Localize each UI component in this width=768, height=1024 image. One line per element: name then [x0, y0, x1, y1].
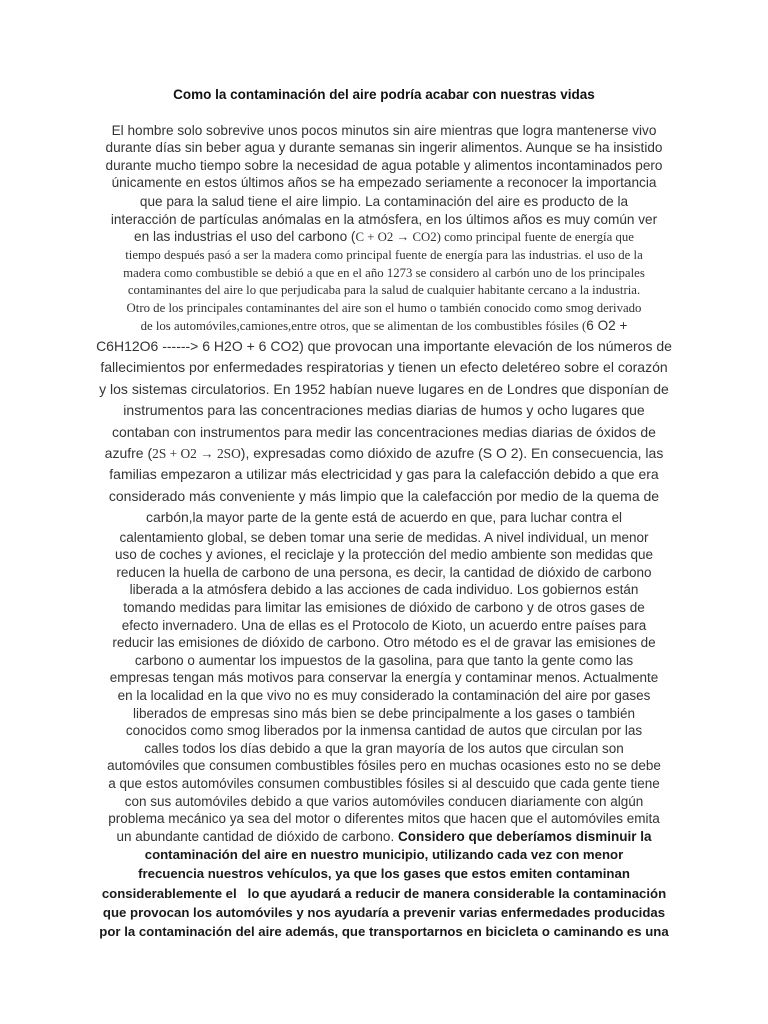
text-line: calles todos los días debido a que la gran mayoría de los autos que circulan son — [144, 740, 624, 756]
text-segment: ,la mayor parte de la gente está de acuerdo en que, para luchar contra el — [188, 510, 623, 526]
text-line: empresas tengan más motivos para conservar la energía y contaminar menos. Actualmente — [109, 670, 659, 686]
chemical-formula: C + O2 → CO2) como principal fuente de energía que — [355, 230, 634, 245]
text-line: contaminantes del aire lo que perjudicaba para la salud de cualquier habitante cercano a la industria. — [127, 283, 641, 298]
text-line: durante mucho tiempo sobre la necesidad de agua potable y alimentos incontaminados pero — [105, 157, 663, 173]
text-segment: azufre ( — [104, 444, 153, 461]
text-line — [82, 317, 686, 336]
text-line — [82, 507, 686, 528]
chemical-formula: 2S + O2 → 2SO — [152, 445, 241, 461]
text-segment: ), expresadas como dióxido de azufre (S O 2). En consecuencia, las — [240, 444, 664, 461]
text-line: a que estos automóviles consumen combustibles fósiles si al descuido que cada gente tiene — [108, 775, 660, 791]
bold-segment: Considero que deberíamos disminuir la — [397, 828, 652, 844]
text-line: únicamente en estos últimos años se ha empezado seriamente a reconocer la importancia — [111, 174, 657, 190]
text-line: en la localidad en la que vivo no es muy considerado la contaminación del aire por gases — [117, 687, 651, 703]
text-line — [82, 828, 686, 846]
paragraph-industry — [82, 193, 686, 336]
text-line — [82, 228, 686, 247]
text-line: madera como combustible se debió a que en el año 1273 se considero al carbón uno de los principales — [123, 265, 645, 280]
text-line: carbono o aumentar los impuestos de la gasolina, para que tanto la gente como las — [134, 652, 634, 668]
text-line: contaminación del aire en nuestro municipio, utilizando cada vez con menor — [144, 847, 624, 863]
document-title: Como la contaminación del aire podría acabar con nuestras vidas — [173, 87, 595, 102]
text-line: y los sistemas circulatorios. En 1952 habían nueve lugares en de Londres que disponían de — [99, 380, 669, 397]
text-line: que provocan los automóviles y nos ayudaría a prevenir varias enfermedades producidas — [102, 904, 666, 920]
text-line: durante días sin beber agua y durante semanas sin ingerir alimentos. Aunque se ha insistido — [105, 140, 663, 156]
text-line: conocidos como smog liberados por la inmensa cantidad de autos que circulan por las — [125, 723, 643, 739]
text-line: contaban con instrumentos para medir las concentraciones medias diarias de óxidos de — [112, 423, 656, 440]
text-line: con sus automóviles debido a que varios automóviles conducen diariamente con algún — [124, 793, 644, 809]
text-line: calentamiento global, se deben tomar una serie de medidas. A nivel individual, un menor — [119, 529, 649, 545]
text-segment: un abundante cantidad de dióxido de carbono. — [116, 828, 398, 844]
text-line: frecuencia nuestros vehículos, ya que los gases que estos emiten contaminan — [138, 866, 630, 882]
text-line: liberada a la atmósfera debido a las acciones de cada individuo. Los gobiernos están — [129, 582, 639, 598]
text-line: tiempo después pasó a ser la madera como principal fuente de energía para las industrias. el uso de la — [125, 247, 643, 262]
text-line: por la contaminación del aire además, que transportarnos en bicicleta o caminando es una — [99, 924, 669, 940]
text-line: reducen la huella de carbono de una persona, es decir, la cantidad de dióxido de carbono — [116, 564, 652, 580]
text-segment: carbón — [145, 509, 189, 526]
text-line: que para la salud tiene el aire limpio. La contaminación del aire es producto de la — [139, 194, 629, 210]
text-line: considerado más conveniente y más limpio que la calefacción por medio de la quema de — [108, 487, 660, 504]
text-line — [82, 443, 686, 464]
text-segment: en las industrias el uso del carbono ( — [134, 229, 356, 245]
paragraph-london — [82, 336, 686, 529]
document-body — [82, 122, 686, 941]
text-line: efecto invernadero. Una de ellas es el Protocolo de Kioto, un acuerdo entre países para — [121, 617, 647, 633]
text-line: liberados de empresas sino más bien se debe principalmente a los gases o también — [132, 705, 636, 721]
text-segment: de los automóviles,camiones,entre otros, que se alimentan de los combustibles fósiles ( — [140, 319, 587, 334]
text-line: reducir las emisiones de dióxido de carbono. Otro método es el de gravar las emisiones de — [112, 635, 656, 651]
text-line: automóviles que consumen combustibles fósiles pero en muchas ocasiones esto no se debe — [107, 758, 661, 774]
paragraph-intro — [82, 122, 686, 191]
chemical-formula: 6 O2 + — [586, 318, 628, 334]
text-line: tomando medidas para limitar las emisiones de dióxido de carbono y de otros gases de — [123, 599, 645, 615]
text-line: instrumentos para las concentraciones medias diarias de humos y ocho lugares que — [123, 402, 645, 419]
text-line: fallecimientos por enfermedades respiratorias y tienen un efecto deletéreo sobre el corazón — [100, 359, 668, 376]
text-line: familias empezaron a utilizar más electricidad y gas para la calefacción debido a que era — [109, 466, 659, 483]
text-line: El hombre solo sobrevive unos pocos minutos sin aire mientras que logra mantenerse vivo — [111, 123, 657, 138]
text-line: problema mecánico ya sea del motor o diferentes mitos que hacen que el automóviles emita — [108, 811, 660, 827]
paragraph-measures — [82, 529, 686, 846]
text-line: C6H12O6 ------> 6 H2O + 6 CO2) que provocan una importante elevación de los números de — [96, 337, 672, 354]
paragraph-conclusion — [82, 845, 686, 941]
text-line: interacción de partículas anómalas en la atmósfera, en los últimos años es muy común ver — [110, 211, 658, 227]
text-line: uso de coches y aviones, el reciclaje y la protección del medio ambiente son medidas que — [114, 547, 654, 563]
text-line: Otro de los principales contaminantes del aire son el humo o también conocido como smog derivado — [126, 300, 642, 315]
text-line: considerablemente el lo que ayudará a reducir de manera considerable la contaminación — [101, 885, 667, 901]
